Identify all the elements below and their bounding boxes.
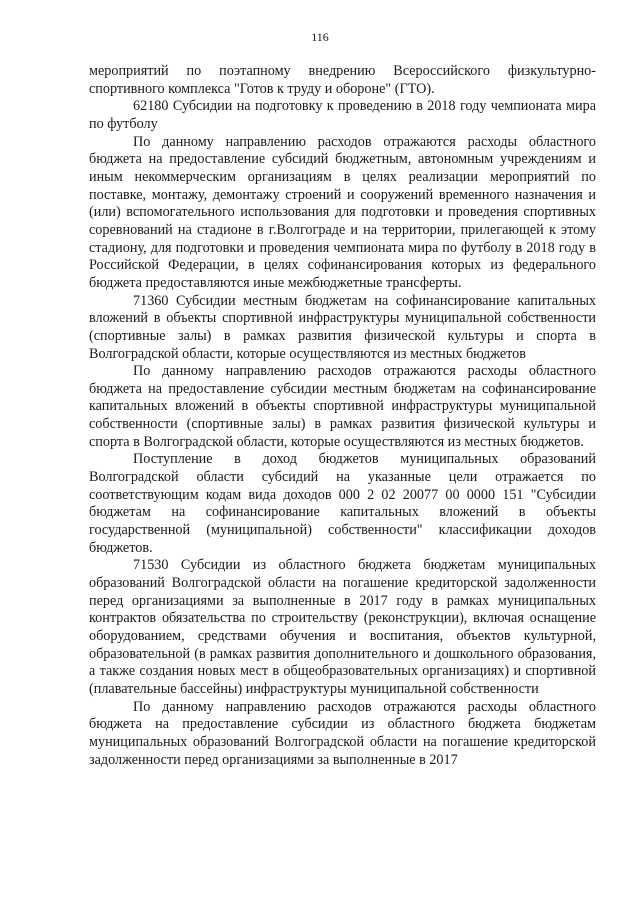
paragraph-71360-heading: 71360 Субсидии местным бюджетам на софинансирование капитальных вложений в объекты спортивной инфраструктуры муниципальной собственности (спортивные залы) в рамках развития физической культуры и спорта в Волгоградской области, которые осуществляются из местных бюджетов xyxy=(89,292,596,362)
paragraph-71360-revenue: Поступление в доход бюджетов муниципальных образований Волгоградской области субсидий на указанные цели отражается по соответствующим кодам вида доходов 000 2 02 20077 00 0000 151 "Субсидии бюджетам на софинансирование капитальных вложений в объекты государственной (муниципальной) собственности" классификации доходов бюджетов. xyxy=(89,451,596,556)
paragraph-62180-description: По данному направлению расходов отражаются расходы областного бюджета на предоставление субсидий бюджетным, автономным учреждениям и иным некоммерческим организациям в целях реализации мероприятий по поставке, монтажу, демонтажу строений и сооружений временного назначения и (или) вспомогательного использования для подготовки и проведения спортивных соревнований на стадионе в г.Волгограде и на территории, прилегающей к этому стадиону, для подготовки и проведения чемпионата мира по футболу в 2018 году в Российской Федерации, в целях софинансирования которых из федерального бюджета предоставляются иные межбюджетные трансферты. xyxy=(89,133,596,291)
paragraph-62180-heading: 62180 Субсидии на подготовку к проведению в 2018 году чемпионата мира по футболу xyxy=(89,98,596,132)
page-number: 116 xyxy=(311,30,329,44)
document-body xyxy=(89,63,596,769)
paragraph-71530-description: По данному направлению расходов отражаются расходы областного бюджета на предоставление субсидии из областного бюджета бюджетам муниципальных образований Волгоградской области на погашение кредиторской задолженности перед организациями за выполненные в 2017 xyxy=(89,698,596,768)
paragraph-71530-heading: 71530 Субсидии из областного бюджета бюджетам муниципальных образований Волгоградской области на погашение кредиторской задолженности перед организациями за выполненные в 2017 году в рамках муниципальных контрактов обязательства по строительству (реконструкции), включая оснащение оборудованием, средствами обучения и воспитания, объектов культурной, образовательной (в рамках развития дополнительного и дошкольного образования, а также создания новых мест в общеобразовательных организациях) и спортивной (плавательные бассейны) инфраструктуры муниципальной собственности xyxy=(89,557,596,697)
paragraph-71360-description: По данному направлению расходов отражаются расходы областного бюджета на предоставление субсидии местным бюджетам на софинансирование капитальных вложений в объекты спортивной инфраструктуры муниципальной собственности (спортивные залы) в рамках развития физической культуры и спорта в Волгоградской области, которые осуществляются из местных бюджетов. xyxy=(89,363,596,450)
paragraph-gto-continuation: мероприятий по поэтапному внедрению Всероссийского физкультурно-спортивного комплекса "Готов к труду и обороне" (ГТО). xyxy=(89,63,596,97)
